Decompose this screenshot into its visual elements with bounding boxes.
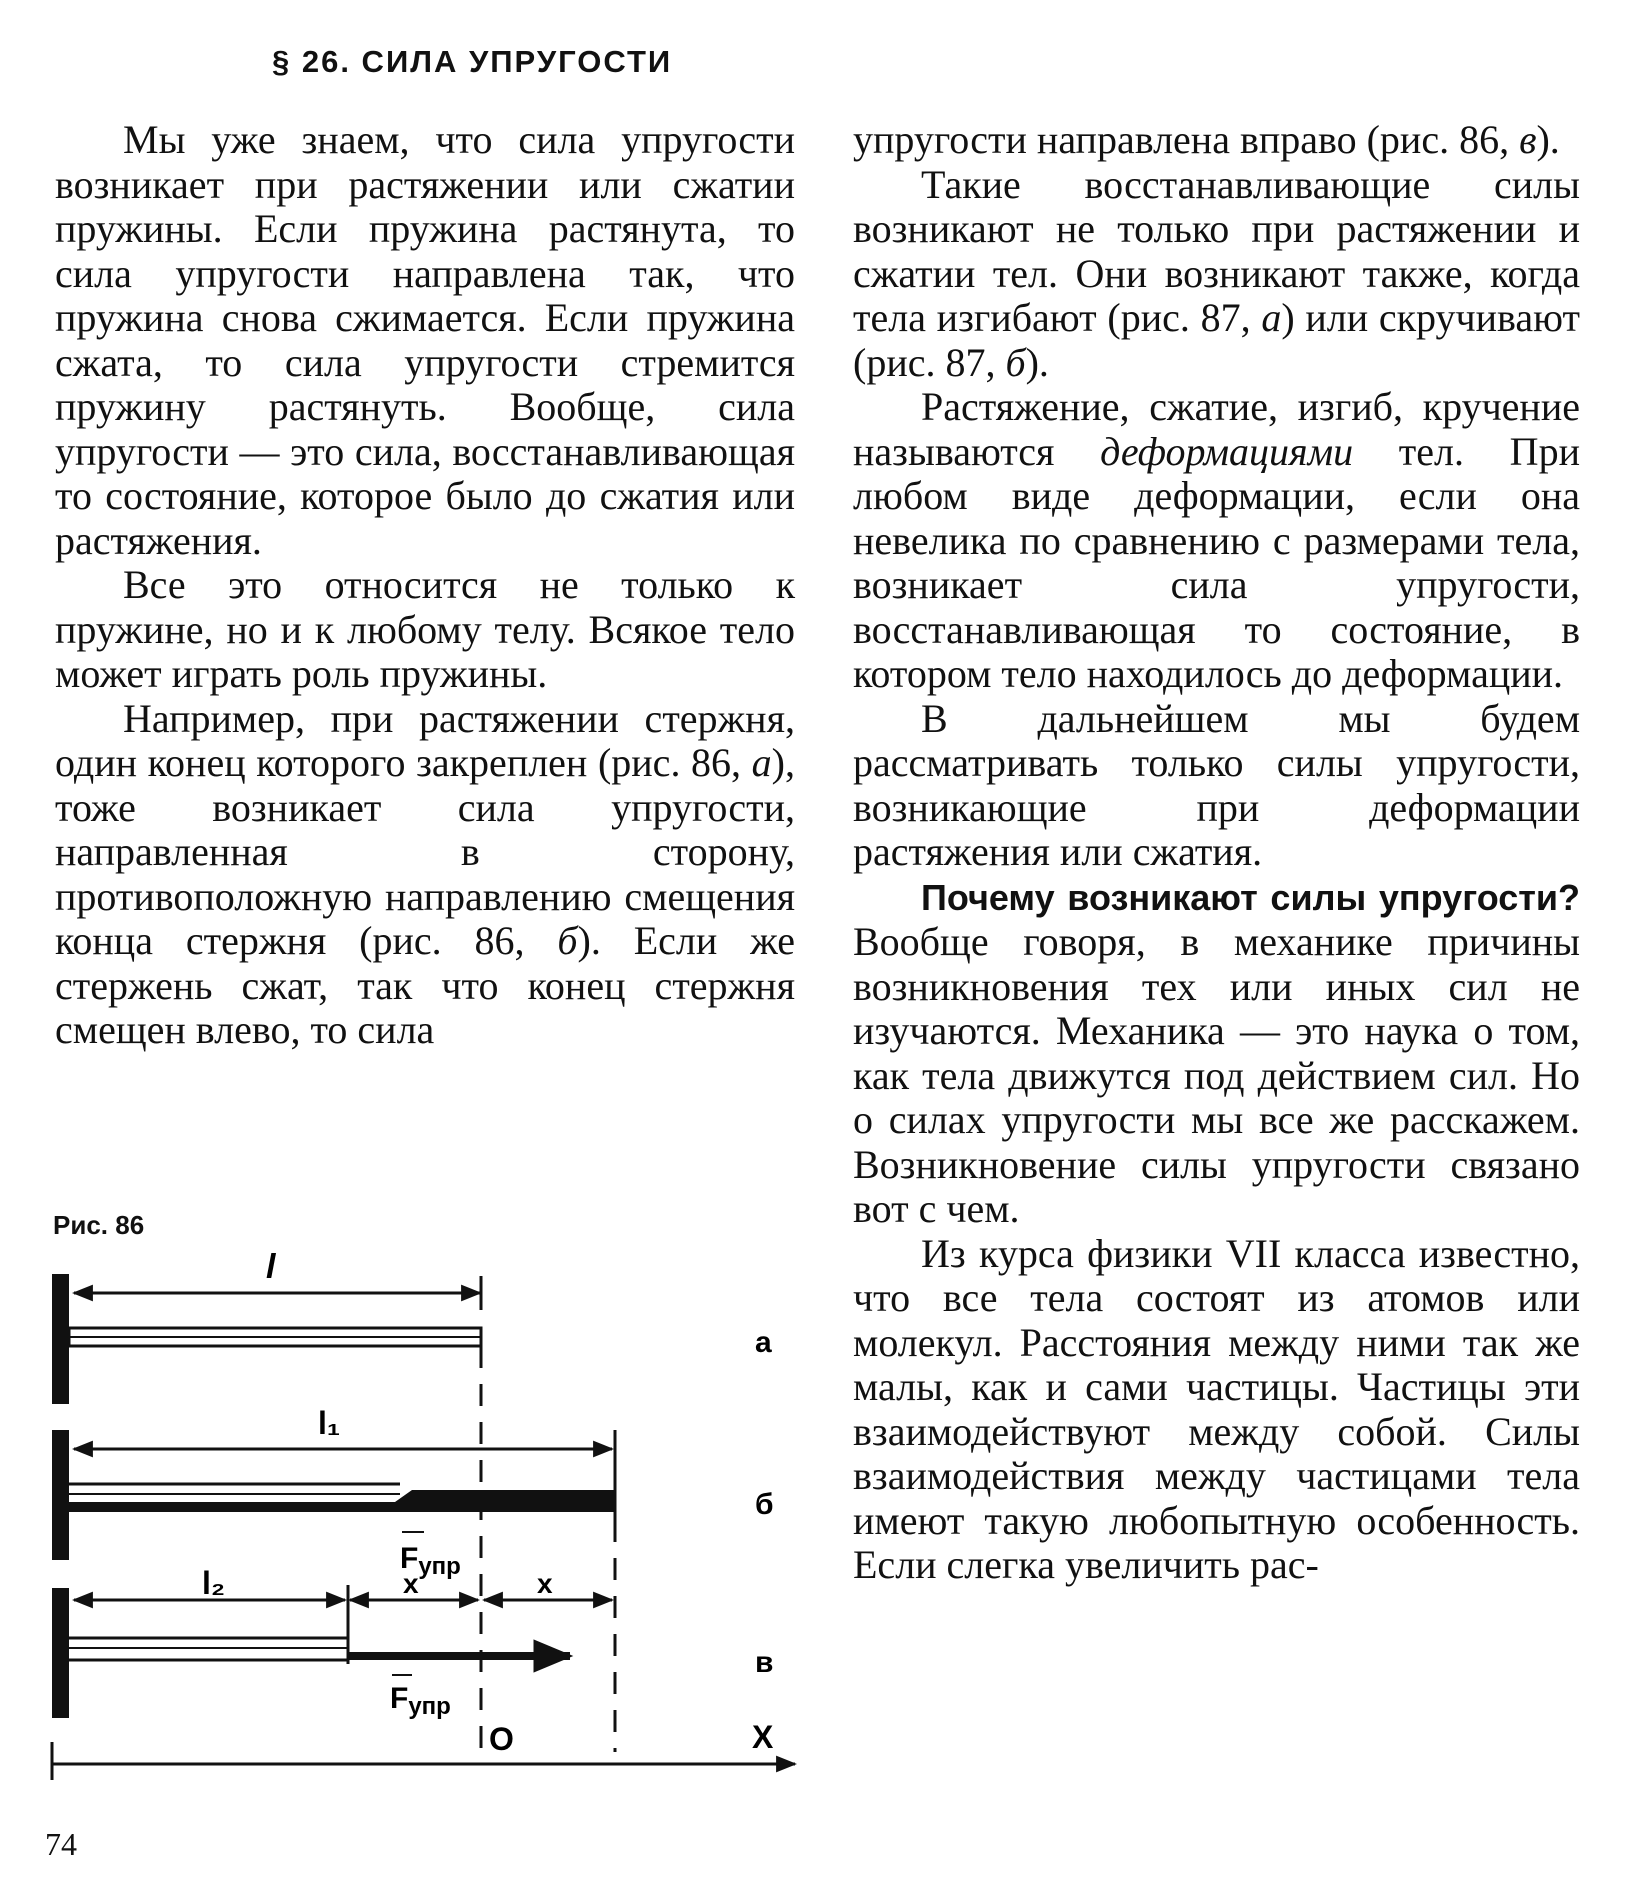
force-subscript: упр bbox=[418, 1553, 461, 1580]
bold-question: Почему возникают силы упругости? bbox=[921, 876, 1580, 918]
text-run: упругости направлена вправо (рис. 86, bbox=[853, 117, 1520, 162]
label-origin: O bbox=[489, 1721, 514, 1757]
page-number: 74 bbox=[45, 1826, 77, 1862]
text-run: Растяжение, сжатие, изгиб, кручение называются bbox=[853, 384, 1580, 474]
figure-caption: Рис. 86 bbox=[53, 1210, 145, 1240]
label-x1: x bbox=[403, 1568, 419, 1599]
text-run: ). bbox=[1025, 339, 1049, 385]
text-run: ) или скручивают (рис. 87, bbox=[853, 295, 1580, 385]
text-run: ), тоже возникает сила упругости, направленная в сторону, противоположную направлению смещения конца стержня (рис. 86, bbox=[55, 740, 795, 963]
label-force-v bbox=[390, 1682, 451, 1720]
italic-term: деформациями bbox=[1100, 428, 1354, 474]
text-run: ). Если же стержень сжат, так что конец стержня смещен влево, то сила bbox=[55, 918, 795, 1052]
italic-letter: в bbox=[1519, 117, 1537, 162]
force-symbol: F bbox=[390, 1682, 409, 1715]
italic-letter: а bbox=[1261, 295, 1282, 340]
label-row-b: б bbox=[755, 1488, 774, 1521]
italic-letter: б bbox=[1005, 339, 1026, 385]
label-l1: l₁ bbox=[318, 1405, 341, 1441]
text-run: Вообще говоря, в механике причины возникновения тех или иных сил не изучаются. Механика — это наука о том, как тела движутся под действием сил. Но о силах упругости мы все же расскажем. Возникновение силы упругости связано вот с чем. bbox=[853, 919, 1580, 1231]
section-heading: § 26. СИЛА УПРУГОСТИ bbox=[272, 44, 673, 79]
label-row-v: в bbox=[755, 1646, 774, 1679]
label-l2: l₂ bbox=[202, 1565, 226, 1601]
paragraph: Из курса физики VII класса известно, что все тела состоят из атомов или молекул. Расстояния между ними так же малы, как и сами частицы. Частицы эти взаимодействуют между собой. Силы взаимодействия между частицами тела имеют такую любопытную особенность. Если слегка увеличить рас- bbox=[853, 1230, 1580, 1587]
italic-letter: б bbox=[557, 918, 578, 963]
text-run: Например, при растяжении стержня, один конец которого закреплен (рис. 86, bbox=[55, 695, 795, 785]
label-row-a: а bbox=[755, 1326, 772, 1359]
label-x2: x bbox=[537, 1568, 553, 1599]
label-l: l bbox=[266, 1248, 276, 1286]
paragraph: Мы уже знаем, что сила упругости возникает при растяжении или сжатии пружины. Если пружина растянута, то сила упругости направлена так, что пружина снова сжимается. Если пружина сжата, то сила упругости стремится пружину растянуть. Вообще, сила упругости — это сила, восстанавливающая то состояние, которое было до сжатия или растяжения. bbox=[55, 117, 795, 563]
force-subscript: упр bbox=[408, 1693, 451, 1720]
paragraph: Все это относится не только к пружине, но и к любому телу. Всякое тело может играть роль пружины. bbox=[55, 562, 795, 696]
wall-b bbox=[52, 1430, 69, 1560]
text-run: Такие восстанавливающие силы возникают не только при растяжении и сжатии тел. Они возникают также, когда тела изгибают (рис. 87, bbox=[853, 161, 1580, 340]
wall-v bbox=[52, 1588, 69, 1718]
label-axis-x: X bbox=[752, 1719, 774, 1755]
force-symbol: F bbox=[400, 1542, 419, 1575]
text-run: ). bbox=[1536, 117, 1560, 162]
paragraph: В дальнейшем мы будем рассматривать только силы упругости, возникающие при деформации растяжения или сжатия. bbox=[853, 695, 1580, 874]
wall-a bbox=[52, 1274, 69, 1404]
italic-letter: а bbox=[751, 740, 772, 785]
text-run: тел. При любом виде деформации, если она невелика по сравнению с размерами тела, возникает сила упругости, восстанавливающая то состояние, в котором тело находилось до деформации. bbox=[853, 428, 1580, 696]
